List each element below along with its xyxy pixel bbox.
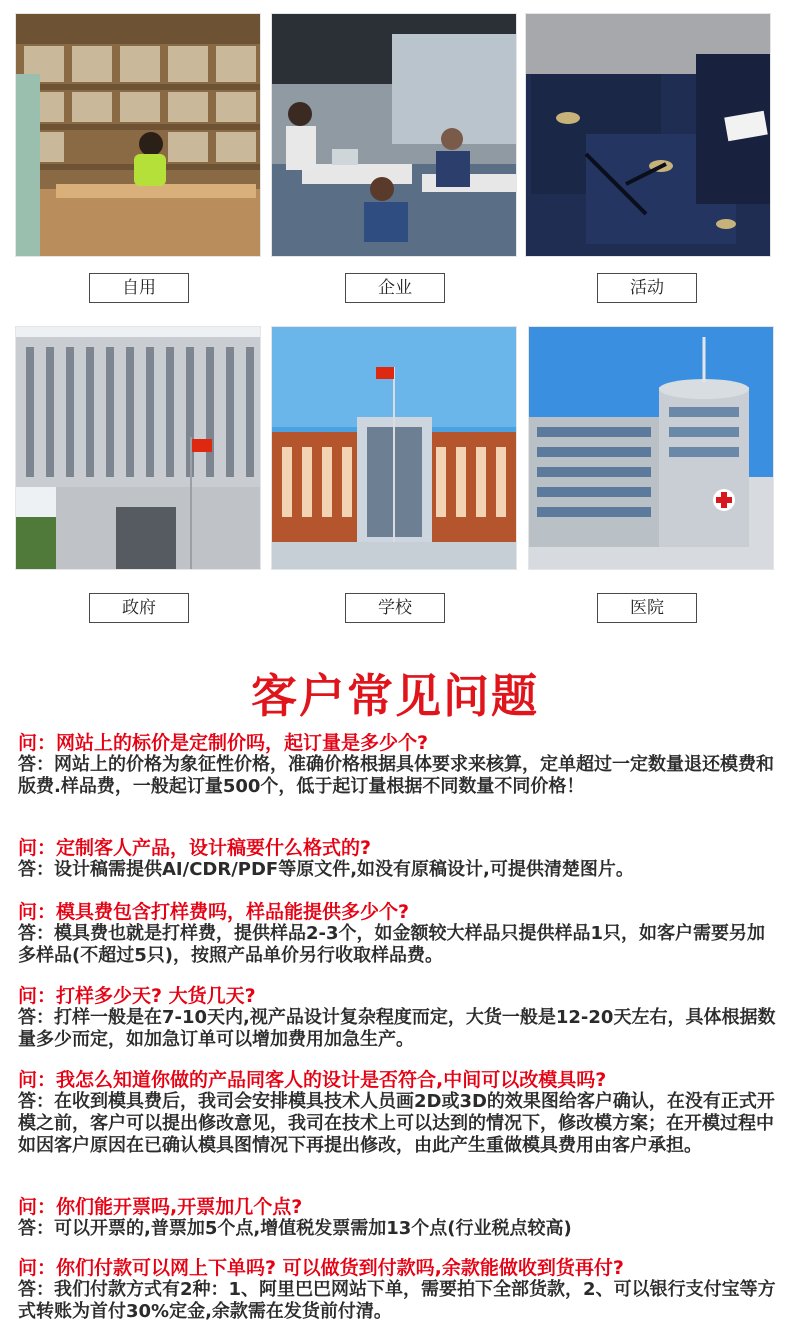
- faq-item: [18, 985, 778, 1051]
- faq-answer: 答：设计稿需提供AI/CDR/PDF等原文件,如没有原稿设计,可提供清楚图片。: [18, 859, 634, 880]
- faq-answer: 答：可以开票的,普票加5个点,增值税发票需加13个点(行业税点较高): [18, 1218, 572, 1239]
- scene-label-enterprise: 企业: [345, 273, 445, 303]
- faq-item: [18, 1196, 778, 1240]
- faq-item: [18, 837, 778, 881]
- scene-label-hospital: 医院: [597, 593, 697, 623]
- faq-item: [18, 901, 778, 967]
- faq-answer: 答：我们付款方式有2种：1、阿里巴巴网站下单，需要拍下全部货款，2、可以银行支付宝等方式转账为首付30%定金,余款需在发货前付清。: [18, 1279, 776, 1322]
- faq-item: [18, 1257, 778, 1323]
- faq-answer: 答：打样一般是在7-10天内,视产品设计复杂程度而定，大货一般是12-20天左右，具体根据数量多少而定，如加急订单可以增加费用加急生产。: [18, 1007, 776, 1050]
- scene-label-school: 学校: [345, 593, 445, 623]
- scene-label-government: 政府: [89, 593, 189, 623]
- faq-question: 问：你们能开票吗,开票加几个点?: [18, 1196, 303, 1218]
- faq-question: 问：定制客人产品，设计稿要什么格式的?: [18, 837, 372, 859]
- scene-label-self-use: 自用: [89, 273, 189, 303]
- faq-answer: 答：网站上的价格为象征性价格，准确价格根据具体要求来核算，定单超过一定数量退还模费和版费.样品费，一般起订量500个，低于起订量根据不同数量不同价格！: [18, 754, 774, 797]
- hospital-building-photo: [528, 326, 774, 570]
- faq-question: 问：我怎么知道你做的产品同客人的设计是否符合,中间可以改模具吗?: [18, 1069, 607, 1091]
- gift-box-photo: [525, 13, 771, 257]
- scene-label-event: 活动: [597, 273, 697, 303]
- faq-title: 客户常见问题: [251, 669, 539, 723]
- faq-question: 问：你们付款可以网上下单吗? 可以做货到付款吗,余款能做收到货再付?: [18, 1257, 624, 1279]
- faq-question: 问：模具费包含打样费吗，样品能提供多少个?: [18, 901, 410, 923]
- library-photo: [15, 13, 261, 257]
- office-photo: [271, 13, 517, 257]
- faq-question: 问：网站上的标价是定制价吗，起订量是多少个?: [18, 732, 429, 754]
- faq-item: [18, 1069, 778, 1157]
- faq-item: [18, 732, 778, 798]
- faq-question: 问：打样多少天? 大货几天?: [18, 985, 256, 1007]
- government-building-photo: [15, 326, 261, 570]
- school-building-photo: [271, 326, 517, 570]
- faq-answer: 答：模具费也就是打样费，提供样品2-3个，如金额较大样品只提供样品1只，如客户需要另加多样品(不超过5只)，按照产品单价另行收取样品费。: [18, 923, 766, 966]
- faq-answer: 答：在收到模具费后，我司会安排模具技术人员画2D或3D的效果图给客户确认，在没有正式开模之前，客户可以提出修改意见，我司在技术上可以达到的情况下，修改模方案；在开模过程中如因客户原因在已确认模具图情况下再提出修改，由此产生重做模具费用由客户承担。: [18, 1091, 775, 1156]
